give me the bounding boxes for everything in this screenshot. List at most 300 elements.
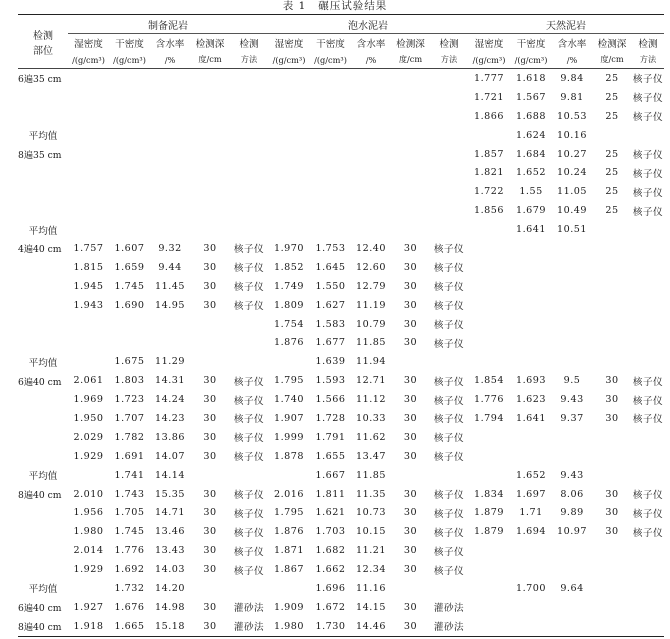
value-cell: 1.867 [274,564,304,576]
table-row [18,182,664,201]
value-cell: 核子仪 [433,546,465,558]
value-cell [351,220,391,239]
value-cell [552,447,592,466]
value-cell [632,277,664,296]
value-cell: 30 [403,280,418,292]
value-cell: 10.51 [557,224,587,236]
table-row [18,145,664,164]
location-cell: 8遍40 cm [18,622,62,634]
value-cell: 灌砂法 [233,622,265,634]
value-cell [268,145,310,164]
value-cell: 25 [605,186,619,198]
value-cell [190,126,230,145]
value-cell [351,126,391,145]
value-cell: 核子仪 [233,433,265,445]
value-cell [510,333,552,352]
average-row [18,466,664,485]
location-cell [18,296,68,315]
value-cell: 1.693 [516,375,546,387]
value-cell: 30 [203,601,217,613]
subheader-dry-density-label: 干密度 [516,38,546,50]
value-cell [109,201,150,220]
value-cell: 14.98 [155,601,185,613]
value-cell: 核子仪 [632,112,664,124]
value-cell: 1.777 [474,72,504,84]
value-cell [150,201,190,220]
value-cell: 30 [605,375,619,387]
subheader-test-depth-label: 检测深 [396,38,425,50]
table-title: 碾压试验结果 [318,0,388,12]
value-cell: 1.929 [73,450,104,462]
value-cell: 核子仪 [233,527,265,539]
value-cell: 1.627 [315,299,346,311]
value-cell [310,182,351,201]
value-cell [430,69,468,88]
value-cell [468,598,510,617]
value-cell: 1.856 [474,205,504,217]
value-cell: 1.703 [315,526,346,538]
value-cell: 30 [203,545,217,557]
value-cell: 1.645 [315,261,346,273]
location-cell [18,163,68,182]
value-cell: 1.809 [274,299,304,311]
value-cell [510,428,552,447]
value-cell: 核子仪 [433,395,465,407]
value-cell [468,220,510,239]
value-cell: 核子仪 [632,74,664,86]
value-cell [230,466,268,485]
value-cell [310,126,351,145]
value-cell: 30 [403,412,418,424]
value-cell [468,352,510,371]
subheader-dry-density-unit: /(g/cm³) [109,51,150,69]
value-cell: 1.567 [516,91,546,103]
subheader-wet-density-label: 湿密度 [274,38,304,50]
value-cell: 1.623 [516,394,546,406]
value-cell [268,88,310,107]
location-header-line1: 检测 [33,30,53,42]
value-cell: 9.37 [560,412,584,424]
value-cell [230,163,268,182]
value-cell [391,145,430,164]
value-cell [510,239,552,258]
value-cell [552,277,592,296]
value-cell [68,201,109,220]
location-cell [18,182,68,201]
value-cell: 1.593 [315,375,346,387]
subheader-wet-density-label: 湿密度 [474,38,504,50]
value-cell [468,296,510,315]
value-cell: 核子仪 [233,546,265,558]
value-cell: 1.909 [274,601,304,613]
value-cell: 1.607 [114,242,145,254]
value-cell: 30 [403,375,418,387]
location-cell [18,409,68,428]
group-header-prepared-mudstone: 制备泥岩 [68,15,268,34]
value-cell: 9.44 [158,261,182,273]
subheader-test-method-unit: 方法 [632,51,664,69]
value-cell [552,541,592,560]
value-cell [430,220,468,239]
value-cell: 1.740 [274,394,304,406]
value-cell: 1.956 [73,507,104,519]
location-cell [18,258,68,277]
value-cell: 核子仪 [632,414,664,426]
value-cell [468,579,510,598]
value-cell: 1.692 [114,564,145,576]
value-cell: 核子仪 [233,376,265,388]
value-cell: 25 [605,72,619,84]
table-row [18,503,664,522]
value-cell: 1.871 [274,545,304,557]
value-cell: 1.795 [274,375,304,387]
subheader-moisture-content-label: 含水率 [356,38,386,50]
value-cell: 1.721 [474,91,504,103]
value-cell: 1.688 [516,110,546,122]
location-cell [18,333,68,352]
value-cell: 9.81 [560,91,584,103]
value-cell [430,107,468,126]
value-cell: 1.652 [516,469,546,481]
value-cell: 14.24 [155,394,185,406]
value-cell: 13.46 [155,526,185,538]
average-row [18,352,664,371]
subheader-test-depth-unit: 度/cm [391,51,430,69]
value-cell [391,182,430,201]
value-cell [68,182,109,201]
value-cell [310,88,351,107]
value-cell: 14.23 [155,412,185,424]
value-cell: 核子仪 [233,414,265,426]
value-cell: 核子仪 [433,565,465,577]
value-cell [109,182,150,201]
value-cell: 30 [605,488,619,500]
table-row [18,69,664,88]
value-cell: 11.62 [356,431,386,443]
location-cell [18,277,68,296]
value-cell [68,69,109,88]
value-cell: 1.691 [114,450,145,462]
value-cell: 1.929 [73,564,104,576]
table-row [18,617,664,636]
value-cell [150,88,190,107]
value-cell: 核子仪 [632,376,664,388]
value-cell [230,579,268,598]
value-cell: 30 [403,526,418,538]
value-cell: 1.705 [114,507,145,519]
value-cell: 10.53 [557,110,587,122]
value-cell: 1.794 [474,412,504,424]
value-cell: 1.690 [114,299,145,311]
table-row [18,560,664,579]
value-cell [190,220,230,239]
value-cell: 13.43 [155,545,185,557]
location-cell: 6遍40 cm [18,603,62,615]
value-cell [391,201,430,220]
value-cell [632,126,664,145]
value-cell [510,296,552,315]
value-cell: 核子仪 [632,508,664,520]
value-cell: 30 [203,375,217,387]
results-table-container [18,14,664,637]
value-cell [391,69,430,88]
value-cell: 30 [403,507,418,519]
average-label: 平均值 [28,471,58,483]
value-cell: 核子仪 [632,527,664,539]
value-cell: 1.641 [516,412,546,424]
subheader-test-method-label: 检测 [239,38,259,50]
value-cell: 2.010 [73,488,104,500]
value-cell: 1.732 [114,582,145,594]
value-cell [190,315,230,334]
value-cell: 核子仪 [433,433,465,445]
value-cell: 12.60 [356,261,386,273]
value-cell: 1.743 [114,488,145,500]
value-cell [230,88,268,107]
value-cell: 14.71 [155,507,185,519]
table-row [18,277,664,296]
value-cell: 核子仪 [433,452,465,464]
value-cell [552,617,592,636]
value-cell [592,560,632,579]
value-cell [190,88,230,107]
value-cell [351,88,391,107]
value-cell: 30 [203,280,217,292]
value-cell [230,201,268,220]
value-cell: 1.776 [474,394,504,406]
value-cell [510,352,552,371]
value-cell: 1.682 [315,545,346,557]
value-cell: 30 [203,526,217,538]
value-cell [230,145,268,164]
table-row [18,296,664,315]
value-cell: 9.89 [560,507,584,519]
value-cell: 1.55 [519,186,543,198]
value-cell [68,88,109,107]
value-cell [430,182,468,201]
value-cell [68,333,109,352]
location-cell: 4遍40 cm [18,244,62,256]
value-cell [268,163,310,182]
value-cell [351,145,391,164]
value-cell: 30 [203,242,217,254]
subheader-dry-density-label: 干密度 [316,38,345,50]
table-row [18,88,664,107]
value-cell: 30 [605,507,619,519]
value-cell: 25 [605,110,619,122]
group-header-natural-mudstone: 天然泥岩 [468,15,664,34]
table-row [18,485,664,504]
subheader-row-bottom [18,51,664,69]
subheader-dry-density-label: 干密度 [115,38,144,50]
location-cell [18,541,68,560]
value-cell: 1.675 [114,356,145,368]
value-cell: 13.86 [155,431,185,443]
value-cell [68,579,109,598]
value-cell: 9.32 [158,242,182,254]
table-row [18,315,664,334]
value-cell [68,107,109,126]
value-cell: 1.697 [516,488,546,500]
value-cell [592,333,632,352]
value-cell: 30 [203,394,217,406]
value-cell: 1.550 [315,280,346,292]
value-cell: 25 [605,91,619,103]
table-caption [0,0,670,13]
value-cell: 10.33 [356,412,386,424]
value-cell: 1.583 [315,318,346,330]
subheader-moisture-content-unit: /% [552,51,592,69]
value-cell [150,126,190,145]
value-cell [391,579,430,598]
value-cell [632,579,664,598]
value-cell: 11.12 [356,394,386,406]
value-cell: 核子仪 [632,490,664,502]
value-cell [109,69,150,88]
value-cell [510,277,552,296]
value-cell [268,352,310,371]
value-cell [268,182,310,201]
value-cell [68,220,109,239]
value-cell [150,315,190,334]
table-row [18,371,664,390]
value-cell: 30 [403,299,418,311]
value-cell: 1.803 [114,375,145,387]
value-cell: 9.5 [563,375,581,387]
value-cell: 30 [203,412,217,424]
value-cell [68,466,109,485]
value-cell [632,560,664,579]
location-cell [18,315,68,334]
value-cell [190,201,230,220]
location-cell [18,560,68,579]
average-row [18,579,664,598]
value-cell [310,220,351,239]
value-cell: 核子仪 [233,395,265,407]
value-cell [552,239,592,258]
value-cell [552,428,592,447]
value-cell [190,182,230,201]
value-cell: 1.749 [274,280,304,292]
value-cell: 核子仪 [433,301,465,313]
value-cell [592,541,632,560]
value-cell: 30 [403,620,418,632]
value-cell [268,579,310,598]
value-cell: 14.14 [155,469,185,481]
value-cell [510,560,552,579]
value-cell [510,541,552,560]
value-cell [592,239,632,258]
subheader-dry-density-unit: /(g/cm³) [310,51,351,69]
value-cell: 1.728 [315,412,346,424]
group-header-soaked-mudstone: 泡水泥岩 [268,15,468,34]
subheader-test-method-unit: 方法 [430,51,468,69]
value-cell: 1.677 [315,337,346,349]
value-cell: 30 [203,488,217,500]
value-cell: 1.927 [73,601,104,613]
value-cell [592,447,632,466]
value-cell [592,352,632,371]
value-cell: 1.918 [73,620,104,632]
subheader-wet-density-unit: /(g/cm³) [468,51,510,69]
value-cell: 1.757 [73,242,104,254]
value-cell: 核子仪 [233,490,265,502]
value-cell [468,428,510,447]
value-cell [632,239,664,258]
value-cell: 30 [605,412,619,424]
value-cell [109,126,150,145]
value-cell: 1.71 [519,507,543,519]
value-cell: 核子仪 [632,93,664,105]
value-cell: 15.35 [155,488,185,500]
value-cell: 1.655 [315,450,346,462]
value-cell [230,107,268,126]
subheader-test-depth-unit: 度/cm [190,51,230,69]
value-cell [150,333,190,352]
value-cell: 1.566 [315,394,346,406]
value-cell: 11.21 [356,545,386,557]
value-cell: 30 [403,601,418,613]
location-cell: 6遍35 cm [18,74,62,86]
value-cell: 核子仪 [632,395,664,407]
value-cell: 1.907 [274,412,304,424]
value-cell [468,315,510,334]
value-cell: 14.95 [155,299,185,311]
value-cell: 30 [403,564,418,576]
subheader-dry-density-unit: /(g/cm³) [510,51,552,69]
value-cell: 11.29 [155,356,185,368]
value-cell: 1.969 [73,394,104,406]
location-cell [18,522,68,541]
value-cell [592,296,632,315]
value-cell [190,69,230,88]
subheader-moisture-content-label: 含水率 [557,38,587,50]
value-cell [468,617,510,636]
table-row [18,390,664,409]
subheader-moisture-content-unit: /% [150,51,190,69]
value-cell: 30 [403,337,418,349]
value-cell: 核子仪 [632,150,664,161]
value-cell [150,182,190,201]
average-label: 平均值 [28,584,58,596]
value-cell [592,428,632,447]
value-cell [150,220,190,239]
value-cell [632,598,664,617]
value-cell [268,201,310,220]
value-cell: 核子仪 [233,452,265,464]
value-cell: 灌砂法 [433,622,465,634]
value-cell: 1.753 [315,242,346,254]
value-cell: 1.745 [114,280,145,292]
subheader-test-depth-label: 检测深 [195,38,225,50]
value-cell [391,107,430,126]
value-cell: 1.667 [315,469,346,481]
value-cell: 1.665 [114,620,145,632]
value-cell [468,277,510,296]
subheader-test-depth-unit: 度/cm [592,51,632,69]
location-cell [18,201,68,220]
value-cell: 核子仪 [233,565,265,577]
value-cell [268,107,310,126]
table-row [18,333,664,352]
value-cell: 1.745 [114,526,145,538]
value-cell: 30 [203,564,217,576]
value-cell [592,258,632,277]
value-cell [592,466,632,485]
value-cell [109,333,150,352]
value-cell [230,315,268,334]
value-cell: 8.06 [560,488,584,500]
